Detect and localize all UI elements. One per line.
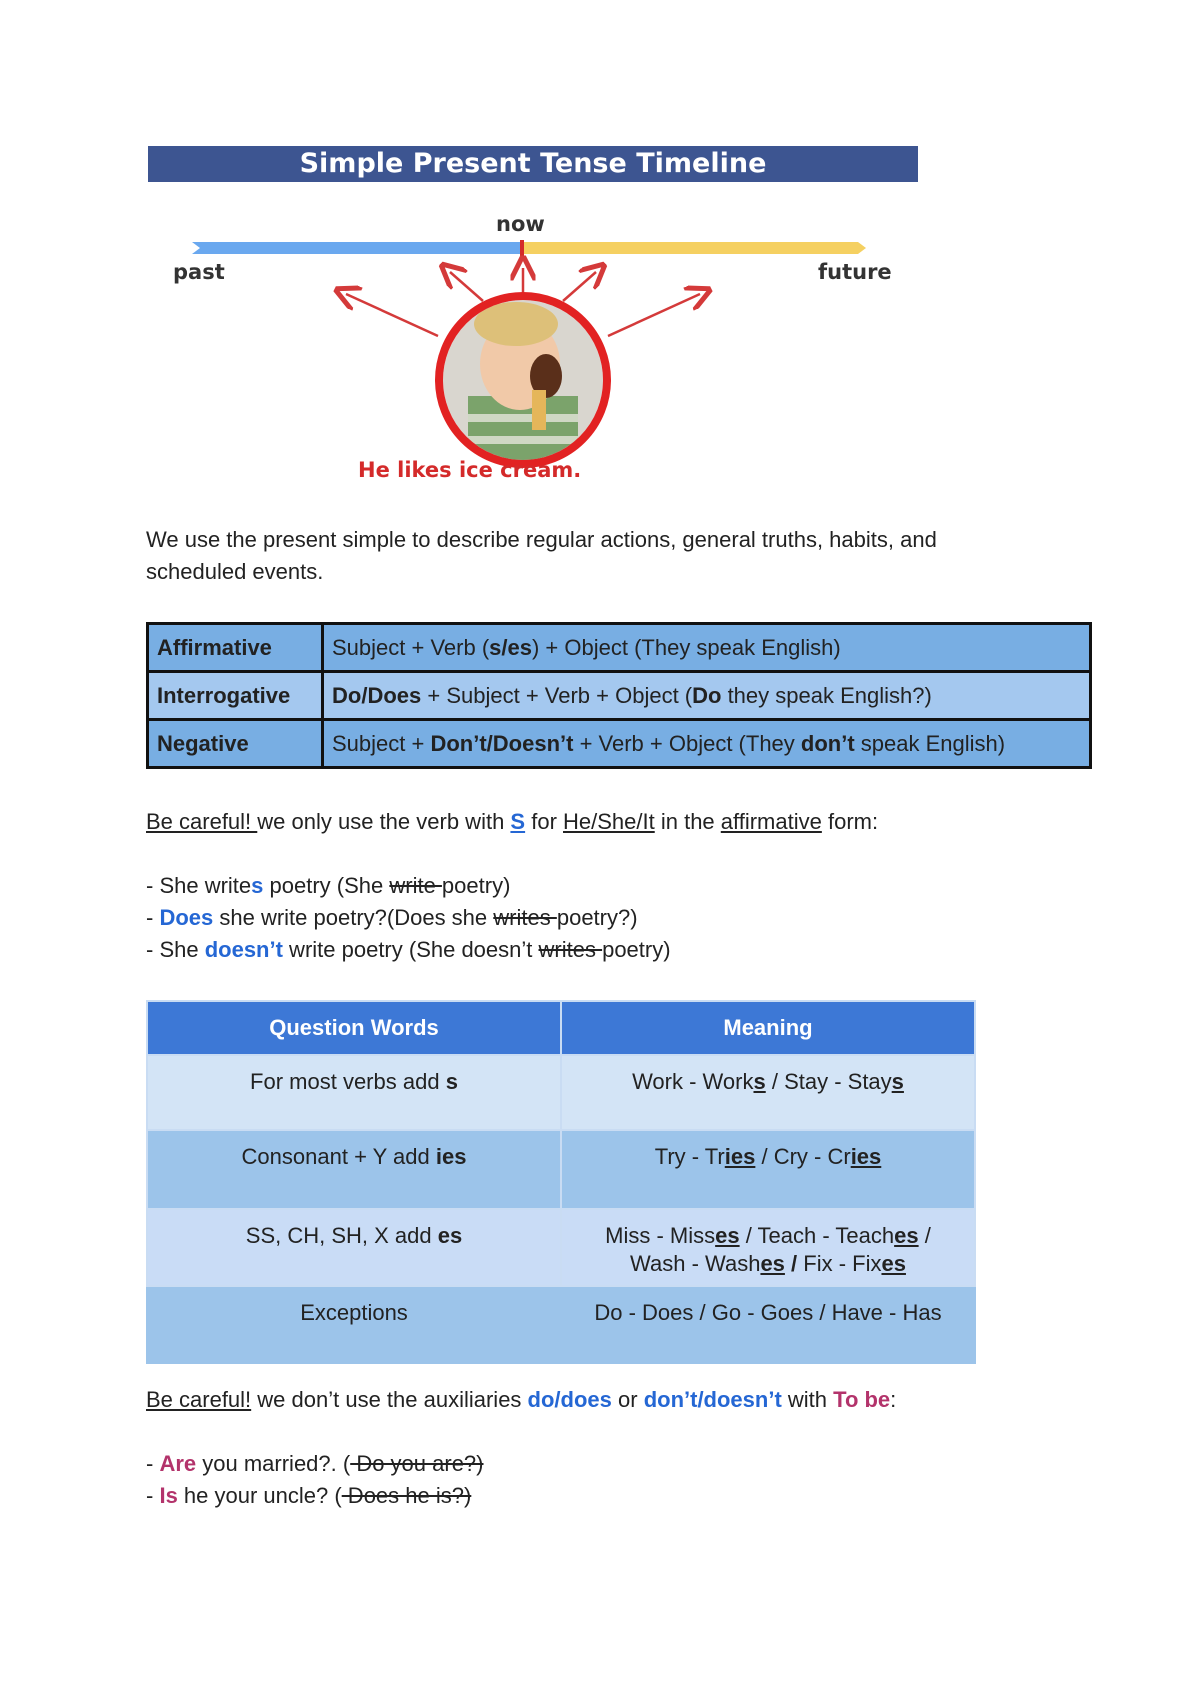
rule-cell: Exceptions — [147, 1286, 561, 1363]
table-row — [147, 1209, 975, 1286]
negative-label: Negative — [148, 720, 323, 768]
examples-list-1 — [146, 870, 671, 966]
meaning-cell: Try - Tries / Cry - Cries — [561, 1130, 975, 1209]
meaning-cell: Miss - Misses / Teach - Teaches / Wash - Washes / Fix - Fixes — [561, 1209, 975, 1286]
past-bar — [192, 242, 522, 254]
table-row — [147, 1055, 975, 1130]
careful-note-2: Be careful! we don’t use the auxiliaries do/does or don’t/doesn’t with To be: — [146, 1387, 897, 1412]
list-item: - Are you married?. ( Do you are?) — [146, 1451, 484, 1476]
figure-caption: He likes ice cream. — [358, 458, 582, 482]
meaning-cell: Work - Works / Stay - Stays — [561, 1055, 975, 1130]
timeline-figure — [148, 146, 918, 496]
list-item: - Is he your uncle? ( Does he is?) — [146, 1483, 472, 1508]
spelling-rules-table — [146, 1000, 976, 1364]
grammar-table — [146, 622, 1092, 769]
column-header: Meaning — [561, 1001, 975, 1055]
timeline-graphic — [148, 146, 918, 496]
examples-list-2 — [146, 1448, 484, 1512]
interrogative-formula: Do/Does + Subject + Verb + Object (Do they speak English?) — [323, 672, 1091, 720]
interrogative-label: Interrogative — [148, 672, 323, 720]
careful-lead: Be careful! — [146, 809, 258, 834]
table-header-row — [147, 1001, 975, 1055]
s-marker: S — [510, 809, 526, 834]
careful-lead: Be careful! — [146, 1387, 252, 1412]
intro-paragraph — [146, 524, 937, 588]
now-marker — [520, 240, 524, 256]
list-item: - Does she write poetry?(Does she writes poetry?) — [146, 905, 638, 930]
future-bar — [524, 242, 866, 254]
past-label: past — [173, 260, 225, 284]
intro-line-1: We use the present simple to describe regular actions, general truths, habits, and — [146, 527, 937, 552]
rule-cell: SS, CH, SH, X add es — [147, 1209, 561, 1286]
future-label: future — [818, 260, 892, 284]
affirmative-formula: Subject + Verb (s/es) + Object (They speak English) — [323, 624, 1091, 672]
column-header: Question Words — [147, 1001, 561, 1055]
meaning-cell: Do - Does / Go - Goes / Have - Has — [561, 1286, 975, 1363]
rule-cell: For most verbs add s — [147, 1055, 561, 1130]
table-row — [147, 1286, 975, 1363]
table-row — [148, 720, 1091, 768]
careful-note-1: Be careful! we only use the verb with S for He/She/It in the affirmative form: — [146, 809, 879, 834]
now-label: now — [496, 212, 545, 236]
affirmative-label: Affirmative — [148, 624, 323, 672]
table-row — [148, 624, 1091, 672]
list-item: - She doesn’t write poetry (She doesn’t writes poetry) — [146, 937, 671, 962]
figure-title: Simple Present Tense Timeline — [148, 146, 918, 182]
negative-formula: Subject + Don’t/Doesn’t + Verb + Object (They don’t speak English) — [323, 720, 1091, 768]
intro-line-2: scheduled events. — [146, 559, 324, 584]
list-item: - She writes poetry (She write poetry) — [146, 873, 511, 898]
table-row — [148, 672, 1091, 720]
rule-cell: Consonant + Y add ies — [147, 1130, 561, 1209]
table-row — [147, 1130, 975, 1209]
